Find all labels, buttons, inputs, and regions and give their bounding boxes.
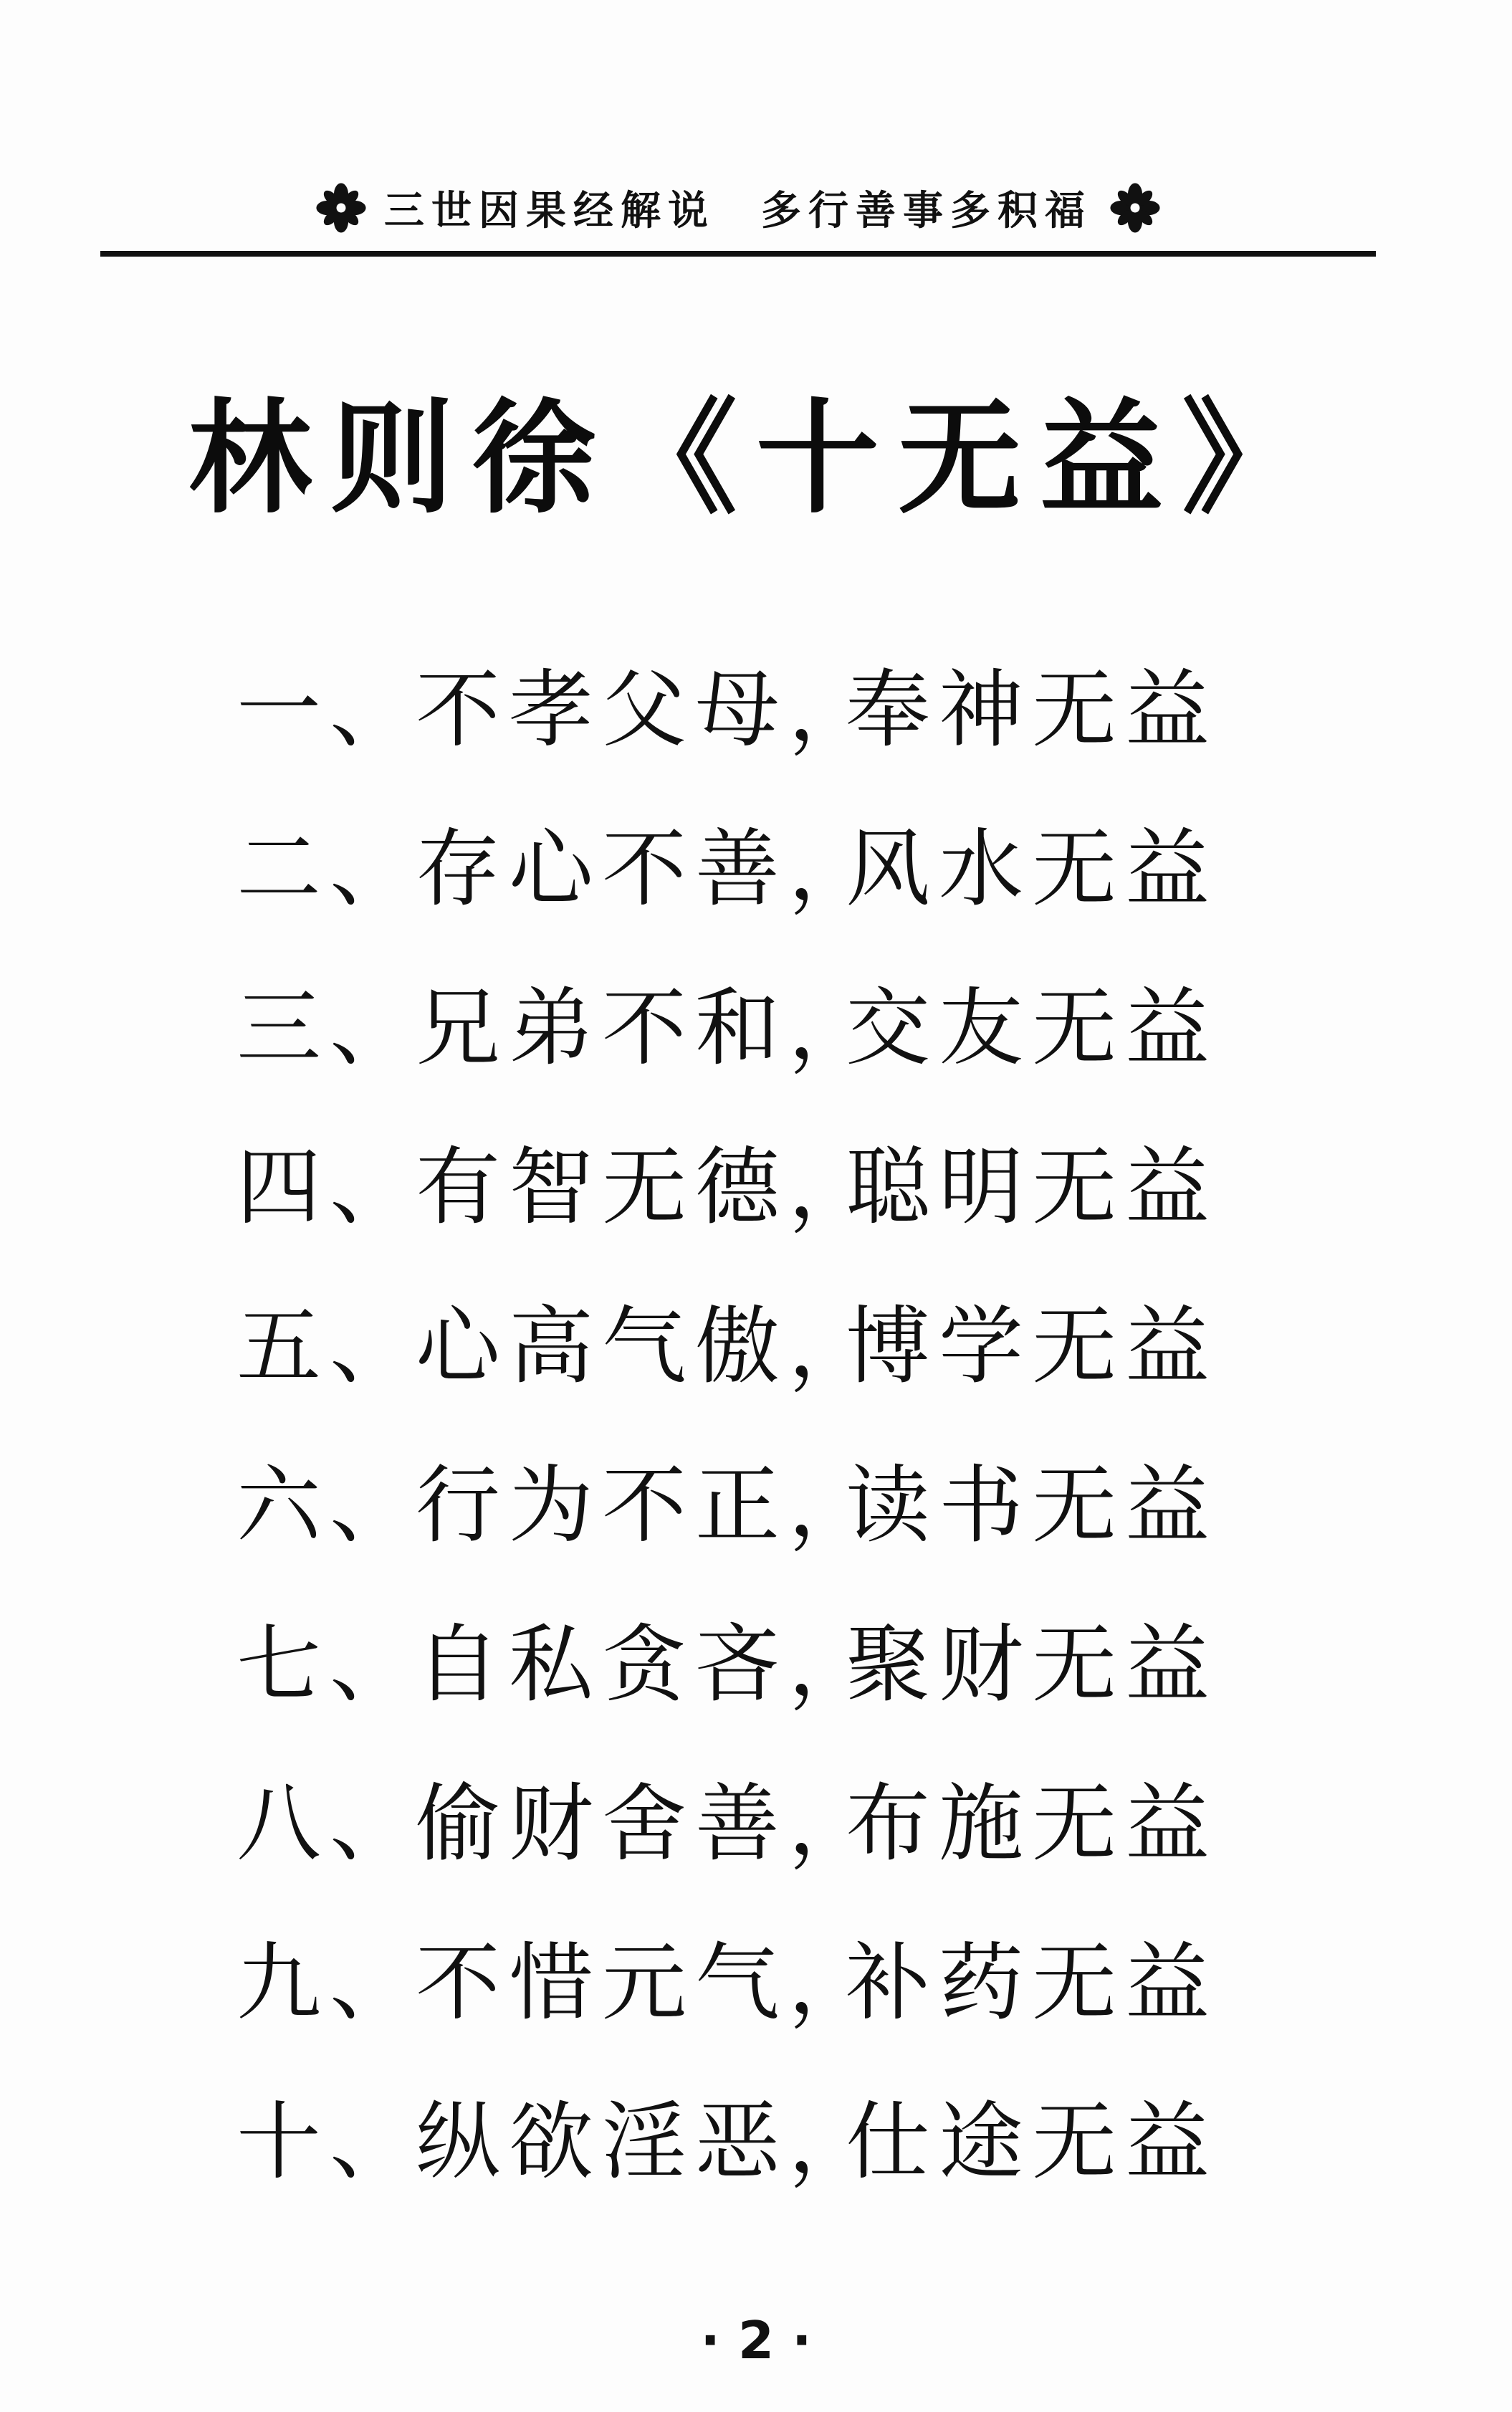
verse-line-3 [236,963,1311,1122]
flower-ornament-left-icon [315,182,367,234]
verse-first-half: 心高气傲， [416,1297,882,1396]
verse-line-5 [236,1282,1311,1441]
verse-number: 八、 [236,1774,424,1873]
verse-second-half: 读书无益 [846,1456,1219,1555]
verse-number: 四、 [236,1138,424,1236]
verse-second-half: 仕途无益 [846,2092,1219,2191]
verse-line-4 [236,1122,1311,1282]
book-title: 三世因果经解说 [384,187,715,234]
verse-line-6 [236,1441,1311,1600]
verse-first-half: 存心不善， [416,819,882,918]
verse-second-half: 布施无益 [846,1774,1219,1873]
verse-line-7 [236,1600,1311,1759]
verse-second-half: 聪明无益 [846,1138,1219,1236]
verse-number: 六、 [236,1456,424,1555]
verse-second-half: 交友无益 [846,978,1219,1077]
running-header [100,165,1376,251]
verse-line-9 [236,1918,1311,2077]
verse-number: 十、 [236,2092,424,2191]
verse-first-half: 偷财舍善， [416,1774,882,1873]
header-motto: 多行善事多积福 [761,187,1092,234]
verse-number: 七、 [236,1615,424,1714]
verse-line-8 [236,1759,1311,1918]
verse-list [236,645,1311,2236]
verse-second-half: 奉神无益 [846,660,1219,759]
verse-line-10 [236,2077,1311,2236]
page-number: · 2 · [700,2310,812,2370]
page-title: 林则徐《十无益》 [188,386,1324,530]
verse-first-half: 纵欲淫恶， [416,2092,882,2191]
verse-second-half: 补药无益 [846,1933,1219,2032]
header-divider [100,251,1376,257]
verse-first-half: 有智无德， [416,1138,882,1236]
verse-line-1 [236,645,1311,804]
verse-second-half: 聚财无益 [846,1615,1219,1714]
verse-line-2 [236,804,1311,963]
verse-first-half: 兄弟不和， [416,978,882,1077]
verse-number: 二、 [236,819,424,918]
verse-second-half: 风水无益 [846,819,1219,918]
verse-first-half: 不孝父母， [416,660,882,759]
verse-number: 一、 [236,660,424,759]
verse-first-half: 行为不正， [416,1456,882,1555]
verse-second-half: 博学无益 [846,1297,1219,1396]
verse-number: 五、 [236,1297,424,1396]
verse-first-half: 不惜元气， [416,1933,882,2032]
verse-number: 九、 [236,1933,424,2032]
flower-ornament-right-icon [1109,182,1161,234]
verse-number: 三、 [236,978,424,1077]
verse-first-half: 自私贪吝， [416,1615,882,1714]
